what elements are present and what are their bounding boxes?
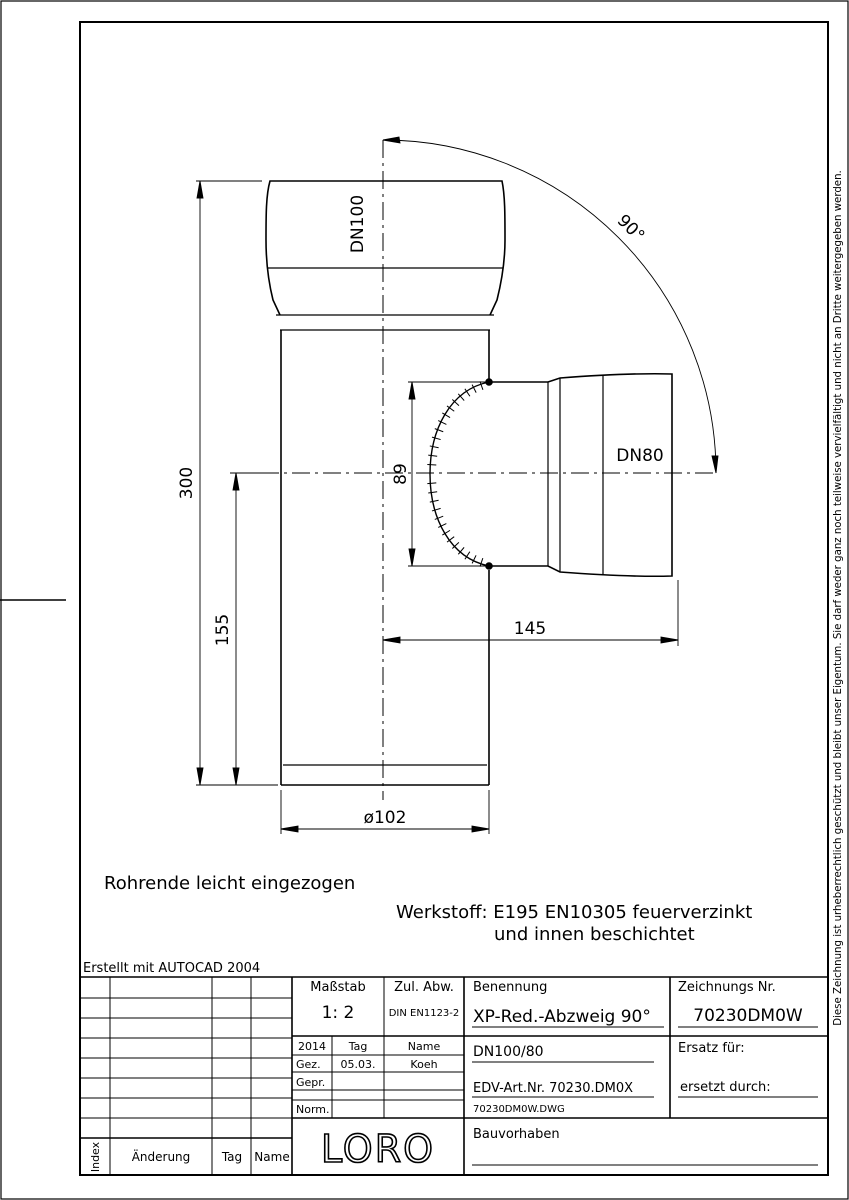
dim-102-text: ø102 xyxy=(363,808,407,828)
weld-dot-top xyxy=(486,379,492,385)
weld-hatch-mark xyxy=(430,446,439,448)
tolerance-value: DIN EN1123-2 xyxy=(388,1008,460,1019)
rev-day-label: Tag xyxy=(221,1150,243,1164)
material-note-line1: Werkstoff: E195 EN10305 feuerverzinkt xyxy=(396,902,753,923)
copyright-note: Diese Zeichnung ist urheberrechtlich geschützt und bleibt unser Eigentum. Sie darf weder ganz noch teilweise vervielfältigt und nicht an Dritte weitergegeben werden. xyxy=(833,170,844,1026)
dim-145-arrow-right xyxy=(661,637,678,643)
rev-name-label: Name xyxy=(254,1150,290,1164)
dim-102-arrow-right xyxy=(472,826,489,832)
size-value: DN100/80 xyxy=(473,1044,544,1060)
weld-dot-bottom xyxy=(486,563,492,569)
svg-text:LORO: LORO xyxy=(320,1127,436,1171)
angle-arc xyxy=(383,140,716,473)
weld-hatch-mark xyxy=(428,492,437,493)
dim-300-arrow-top xyxy=(197,181,203,198)
year-value: 2014 xyxy=(298,1040,326,1053)
angle-label: 90° xyxy=(612,210,649,247)
person-label: Name xyxy=(407,1040,441,1053)
weld-hatch-mark xyxy=(480,381,483,389)
dim-155-arrow-top xyxy=(233,473,239,490)
branch-outline xyxy=(489,374,672,577)
angle-arrow-right xyxy=(712,456,718,473)
weld-hatch-mark xyxy=(432,437,441,439)
drawn-label: Gez. xyxy=(296,1058,321,1071)
created-with-label: Erstellt mit AUTOCAD 2004 xyxy=(83,961,261,976)
weld-hatch-mark xyxy=(432,508,441,511)
weld-hatch-mark xyxy=(427,464,436,465)
pipe-tee-part xyxy=(266,181,672,785)
drawing-frame xyxy=(80,22,828,1175)
material-note-line2: und innen beschichtet xyxy=(494,924,695,945)
part-name-value: XP-Red.-Abzweig 90° xyxy=(473,1007,651,1027)
main-socket-outline xyxy=(266,181,505,315)
index-label: Index xyxy=(89,1141,102,1173)
scale-value: 1: 2 xyxy=(321,1003,355,1023)
checked-label: Gepr. xyxy=(296,1076,326,1089)
dim-145-arrow-left xyxy=(383,637,400,643)
dn80-label: DN80 xyxy=(616,446,664,466)
dim-89-arrow-bottom xyxy=(409,549,415,566)
norm-label: Norm. xyxy=(296,1103,330,1116)
replacement-for-label: Ersatz für: xyxy=(678,1041,745,1056)
tolerance-label: Zul. Abw. xyxy=(394,980,454,995)
drawing-no-value: 70230DM0W xyxy=(693,1006,803,1026)
filename-value: 70230DM0W.DWG xyxy=(473,1104,565,1115)
drawing-no-label: Zeichnungs Nr. xyxy=(678,980,776,995)
weld-seam xyxy=(430,382,489,566)
dim-300-text: 300 xyxy=(177,466,197,500)
project-label: Bauvorhaben xyxy=(473,1127,560,1142)
scale-label: Maßstab xyxy=(310,980,366,995)
day-label: Tag xyxy=(348,1040,368,1053)
dim-155-text: 155 xyxy=(213,613,233,647)
weld-hatch-mark xyxy=(435,429,443,432)
weld-hatch-mark xyxy=(435,516,443,519)
dimensions xyxy=(196,137,718,834)
replaced-by-label: ersetzt durch: xyxy=(680,1080,771,1095)
weld-hatch-mark xyxy=(430,500,439,502)
drawn-name: Koeh xyxy=(410,1058,438,1071)
dim-155-arrow-bottom xyxy=(233,768,239,785)
weld-seam-hatching xyxy=(427,381,483,566)
angle-arrow-top xyxy=(383,137,400,143)
dim-300-arrow-bottom xyxy=(197,768,203,785)
weld-hatch-mark xyxy=(480,558,483,567)
dn100-label: DN100 xyxy=(348,194,368,254)
drawn-date: 05.03. xyxy=(340,1058,376,1071)
dim-89-arrow-top xyxy=(409,382,415,399)
dim-89-text: 89 xyxy=(391,463,411,485)
edp-number: EDV-Art.Nr. 70230.DM0X xyxy=(473,1081,634,1096)
loro-logo xyxy=(321,1127,435,1171)
dim-145-text: 145 xyxy=(513,619,547,639)
weld-hatch-mark xyxy=(428,455,437,456)
change-label: Änderung xyxy=(131,1150,191,1164)
dim-102-arrow-left xyxy=(281,826,298,832)
pipe-end-note: Rohrende leicht eingezogen xyxy=(104,873,356,894)
weld-hatch-mark xyxy=(427,483,436,484)
name-label: Benennung xyxy=(473,980,548,995)
